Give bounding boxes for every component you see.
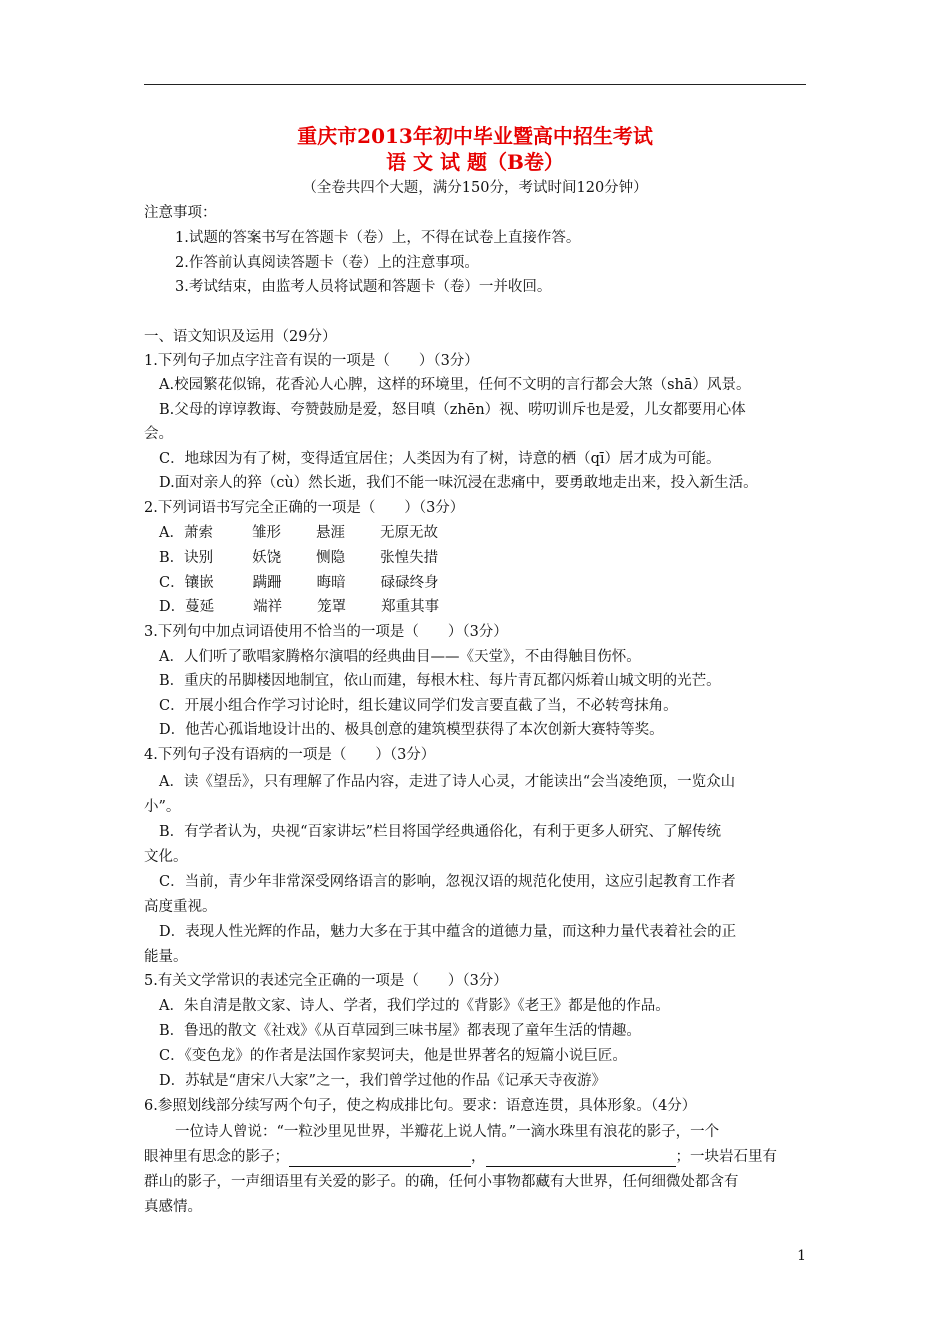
question-3-option-d: D．他苦心孤诣地设计出的、极具创意的建筑模型获得了本次创新大赛特等奖。 bbox=[159, 722, 664, 738]
word: 郑重其事 bbox=[381, 599, 440, 615]
question-3-option-a: A．人们听了歌唱家腾格尔演唱的经典曲目——《天堂》，不由得触目伤怀。 bbox=[159, 649, 641, 665]
question-2-stem: 2.下列词语书写完全正确的一项是（ ）（3分） bbox=[144, 500, 465, 516]
question-4-option-c-cont: 高度重视。 bbox=[144, 899, 217, 915]
passage-text: ；一块岩石里有 bbox=[675, 1149, 777, 1165]
option-letter: C． bbox=[159, 575, 185, 591]
word: 碌碌终身 bbox=[380, 575, 439, 591]
question-4-option-b: B．有学者认为，央视“百家讲坛”栏目将国学经典通俗化，有利于更多人研究、了解传统 bbox=[159, 824, 721, 840]
question-6-stem: 6.参照划线部分续写两个句子，使之构成排比句。要求：语意连贯，具体形象。（4分） bbox=[144, 1098, 697, 1114]
separator: ， bbox=[471, 1149, 486, 1165]
word: 悬涯 bbox=[315, 525, 345, 541]
word: 萧索 bbox=[183, 525, 213, 541]
question-4-option-a-cont: 小”。 bbox=[144, 799, 181, 815]
question-6-passage-cont: 群山的影子，一声细语里有关爱的影子。的确，任何小事物都藏有大世界，任何细微处都含有 bbox=[144, 1174, 739, 1190]
word: 镶嵌 bbox=[184, 575, 214, 591]
word: 蔓延 bbox=[185, 599, 215, 615]
notice-heading: 注意事项： bbox=[144, 205, 217, 221]
question-2-option-b bbox=[159, 548, 438, 568]
exam-title: 重庆市2013年初中毕业暨高中招生考试 bbox=[297, 124, 653, 148]
question-1-stem: 1.下列句子加点字注音有误的一项是（ ）（3分） bbox=[144, 353, 479, 369]
option-letter: A． bbox=[159, 525, 184, 541]
question-4-option-c: C．当前，青少年非常深受网络语言的影响，忽视汉语的规范化使用，这应引起教育工作者 bbox=[159, 874, 736, 890]
notice-item: 3.考试结束，由监考人员将试题和答题卡（卷）一并收回。 bbox=[175, 279, 552, 295]
question-5-stem: 5.有关文学常识的表述完全正确的一项是（ ）（3分） bbox=[144, 973, 508, 989]
question-1-option-b-cont: 会。 bbox=[144, 426, 173, 442]
word: 无原无故 bbox=[379, 525, 438, 541]
answer-blank-2[interactable] bbox=[486, 1150, 676, 1167]
question-4-option-b-cont: 文化。 bbox=[144, 849, 188, 865]
question-4-option-d: D．表现人性光辉的作品，魅力大多在于其中蕴含的道德力量，而这种力量代表着社会的正 bbox=[159, 924, 737, 940]
word: 恻隐 bbox=[316, 550, 346, 566]
option-letter: D． bbox=[159, 599, 186, 615]
word: 蹒跚 bbox=[252, 575, 282, 591]
word: 晦暗 bbox=[316, 575, 346, 591]
question-5-option-c: C．《变色龙》的作者是法国作家契诃夫，他是世界著名的短篇小说巨匠。 bbox=[159, 1048, 627, 1064]
question-4-option-a: A．读《望岳》，只有理解了作品内容，走进了诗人心灵，才能读出“会当凌绝顶，一览众山 bbox=[159, 774, 736, 790]
answer-blank-1[interactable] bbox=[289, 1150, 471, 1167]
word: 笼罩 bbox=[317, 599, 347, 615]
word: 雏形 bbox=[251, 525, 281, 541]
question-5-option-d: D．苏轼是“唐宋八大家”之一，我们曾学过他的作品《记承天寺夜游》 bbox=[159, 1073, 606, 1089]
question-6-passage-blanks bbox=[144, 1147, 777, 1167]
question-4-option-d-cont: 能量。 bbox=[144, 949, 188, 965]
question-4-stem: 4.下列句子没有语病的一项是（ ）（3分） bbox=[144, 747, 436, 763]
question-3-option-b: B．重庆的吊脚楼因地制宜，依山而建，每根木柱、每片青瓦都闪烁着山城文明的光芒。 bbox=[159, 673, 721, 689]
question-2-option-a bbox=[159, 523, 438, 543]
question-5-option-b: B．鲁迅的散文《社戏》《从百草园到三味书屋》都表现了童年生活的情趣。 bbox=[159, 1023, 641, 1039]
question-3-stem: 3.下列句中加点词语使用不恰当的一项是（ ）（3分） bbox=[144, 624, 508, 640]
question-5-option-a: A．朱自清是散文家、诗人、学者，我们学过的《背影》《老王》都是他的作品。 bbox=[159, 998, 670, 1014]
word: 张惶失措 bbox=[380, 550, 439, 566]
page-number: 1 bbox=[797, 1248, 806, 1264]
exam-subject-title: 语 文 试 题（B卷） bbox=[386, 150, 564, 174]
word: 妖饶 bbox=[252, 550, 282, 566]
exam-info: （全卷共四个大题，满分150分，考试时间120分钟） bbox=[302, 180, 648, 196]
passage-text: 眼神里有思念的影子； bbox=[144, 1149, 289, 1165]
word: 端祥 bbox=[253, 599, 283, 615]
notice-item: 2.作答前认真阅读答题卡（卷）上的注意事项。 bbox=[175, 255, 479, 271]
question-1-option-d: D.面对亲人的猝（cù）然长逝，我们不能一味沉浸在悲痛中，要勇敢地走出来，投入新生活。 bbox=[159, 475, 758, 491]
question-6-passage-end: 真感情。 bbox=[144, 1199, 202, 1215]
option-letter: B． bbox=[159, 550, 185, 566]
question-2-option-c bbox=[159, 573, 439, 593]
question-6-passage: 一位诗人曾说：“一粒沙里见世界，半瓣花上说人情。”一滴水珠里有浪花的影子，一个 bbox=[175, 1124, 720, 1140]
question-3-option-c: C．开展小组合作学习讨论时，组长建议同学们发言要直截了当，不必转弯抹角。 bbox=[159, 698, 678, 714]
question-2-option-d bbox=[159, 597, 439, 617]
header-rule bbox=[144, 84, 806, 85]
section-heading: 一、语文知识及运用（29分） bbox=[144, 329, 337, 345]
word: 诀别 bbox=[184, 550, 214, 566]
question-1-option-a: A.校园繁花似锦，花香沁人心脾，这样的环境里，任何不文明的言行都会大煞（shā）风景。 bbox=[159, 377, 751, 393]
notice-item: 1.试题的答案书写在答题卡（卷）上，不得在试卷上直接作答。 bbox=[175, 230, 581, 246]
question-1-option-c: C．地球因为有了树，变得适宜居住；人类因为有了树，诗意的栖（qī）居才成为可能。 bbox=[159, 451, 721, 467]
question-1-option-b: B.父母的谆谆教诲、夸赞鼓励是爱，怒目嗔（zhēn）视、唠叨训斥也是爱，儿女都要用心体 bbox=[159, 402, 746, 418]
